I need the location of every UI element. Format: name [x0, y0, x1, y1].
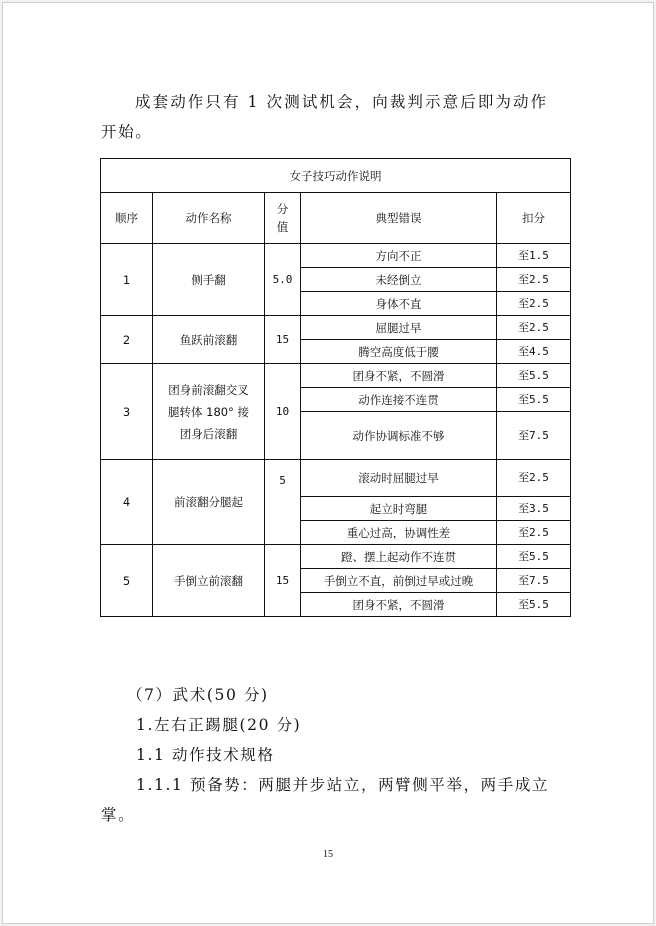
- group-order: 4: [101, 460, 153, 545]
- error-deduct: 至2.5: [497, 316, 571, 340]
- error-text: 屈腿过早: [301, 316, 497, 340]
- group-name: 前滚翻分腿起: [153, 460, 265, 545]
- group-order: 5: [101, 545, 153, 617]
- error-deduct: 至4.5: [497, 340, 571, 364]
- section-item-1: 1.左右正踢腿(20 分): [136, 716, 302, 734]
- section-item-1-1-1-line-1: 1.1.1 预备势：两腿并步站立，两臂侧平举，两手成立: [136, 776, 550, 794]
- error-deduct: 至7.5: [497, 412, 571, 460]
- error-text: 重心过高，协调性差: [301, 521, 497, 545]
- error-deduct: 至2.5: [497, 521, 571, 545]
- error-text: 身体不直: [301, 292, 497, 316]
- section-item-1-1: 1.1 动作技术规格: [136, 746, 275, 764]
- error-text: 起立时弯腿: [301, 497, 497, 521]
- group-name-line: 团身前滚翻交叉: [168, 382, 249, 397]
- header-order: 顺序: [101, 193, 153, 244]
- group-name: 鱼跃前滚翻: [153, 316, 265, 364]
- error-text: 未经倒立: [301, 268, 497, 292]
- error-text: 动作连接不连贯: [301, 388, 497, 412]
- section-wushu-heading: （7）武术(50 分): [127, 686, 269, 704]
- group-score: 5: [265, 460, 301, 545]
- intro-line-2: 开始。: [101, 123, 153, 141]
- error-deduct: 至1.5: [497, 244, 571, 268]
- error-text: 手倒立不直，前倒过早或过晚: [301, 569, 497, 593]
- group-name-line: 团身后滚翻: [179, 426, 238, 441]
- group-score: 10: [265, 364, 301, 460]
- header-name: 动作名称: [153, 193, 265, 244]
- header-error: 典型错误: [301, 193, 497, 244]
- header-deduct: 扣分: [497, 193, 571, 244]
- error-text: 团身不紧，不圆滑: [301, 593, 497, 617]
- error-text: 腾空高度低于腰: [301, 340, 497, 364]
- group-score: 5.0: [265, 244, 301, 316]
- group-order: 3: [101, 364, 153, 460]
- error-text: 滚动时屈腿过早: [301, 460, 497, 497]
- error-deduct: 至2.5: [497, 268, 571, 292]
- intro-line-1: 成套动作只有 1 次测试机会，向裁判示意后即为动作: [135, 93, 549, 111]
- group-name: 侧手翻: [153, 244, 265, 316]
- document-page: [3, 3, 653, 923]
- group-score: 15: [265, 316, 301, 364]
- error-text: 方向不正: [301, 244, 497, 268]
- section-item-1-1-1-line-2: 掌。: [101, 806, 136, 824]
- error-deduct: 至2.5: [497, 292, 571, 316]
- error-deduct: 至5.5: [497, 593, 571, 617]
- error-deduct: 至7.5: [497, 569, 571, 593]
- skills-table-wrapper: [100, 158, 571, 617]
- error-text: 团身不紧，不圆滑: [301, 364, 497, 388]
- error-text: 动作协调标准不够: [301, 412, 497, 460]
- error-deduct: 至3.5: [497, 497, 571, 521]
- group-name-line: 腿转体 180° 接: [167, 404, 249, 419]
- header-score-bottom: 值: [276, 220, 289, 234]
- group-order: 1: [101, 244, 153, 316]
- group-name: 手倒立前滚翻: [153, 545, 265, 617]
- header-score-top: 分: [276, 202, 289, 216]
- error-deduct: 至5.5: [497, 545, 571, 569]
- group-order: 2: [101, 316, 153, 364]
- error-deduct: 至5.5: [497, 388, 571, 412]
- group-name: [153, 364, 265, 460]
- table-title: 女子技巧动作说明: [101, 159, 571, 193]
- error-deduct: 至5.5: [497, 364, 571, 388]
- skills-table: [100, 158, 571, 617]
- page-number: 15: [323, 849, 333, 860]
- error-deduct: 至2.5: [497, 460, 571, 497]
- group-score: 15: [265, 545, 301, 617]
- header-score: [265, 193, 301, 244]
- error-text: 蹬、摆上起动作不连贯: [301, 545, 497, 569]
